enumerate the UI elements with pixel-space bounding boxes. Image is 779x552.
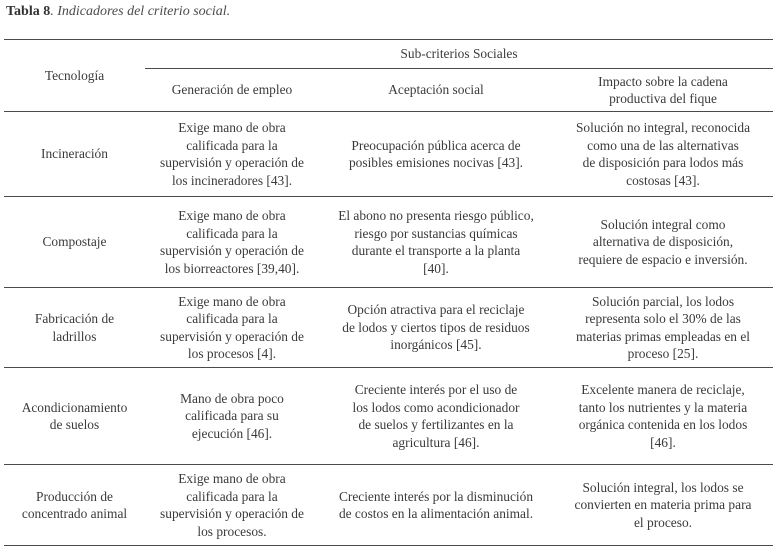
row-ladrillos-impacto: Solución parcial, los lodos representa solo el 30% de las materias primas empleadas en el proceso [25]. <box>575 293 750 361</box>
row-concentrado-tech: Producción de concentrado animal <box>21 488 128 521</box>
row-suelos-tech: Acondicionamiento de suelos <box>21 399 128 432</box>
row-compostaje-impacto: Solución integral como alternativa de disposición, requiere de espacio e inversión. <box>578 216 748 267</box>
row-concentrado-impacto: Solución integral, los lodos se convierten en materia prima para el proceso. <box>574 479 752 530</box>
table-title: Indicadores del criterio social. <box>57 4 231 19</box>
table-caption <box>6 2 776 22</box>
header-generacion-empleo: Generación de empleo <box>171 82 293 98</box>
row-ladrillos-empleo: Exige mano de obra calificada para la supervisión y operación de los procesos [4]. <box>160 293 304 361</box>
row-incineracion-aceptacion: Preocupación pública acerca de posibles emisiones nocivas [43]. <box>348 137 524 170</box>
header-subcriterios-group: Sub-criterios Sociales <box>400 46 518 62</box>
row-concentrado-empleo: Exige mano de obra calificada para la supervisión y operación de los procesos. <box>160 471 304 539</box>
table-separator: . <box>50 4 58 19</box>
row-incineracion-tech: Incineración <box>41 146 108 162</box>
rule-bottom <box>4 545 773 546</box>
header-impacto-cadena: Impacto sobre la cadena productiva del fique <box>598 73 728 106</box>
row-incineracion-empleo: Exige mano de obra calificada para la supervisión y operación de los incineradores [43]. <box>160 120 304 188</box>
row-ladrillos-aceptacion: Opción atractiva para el reciclaje de lodos y ciertos tipos de residuos inorgánicos [45]. <box>342 302 530 353</box>
row-incineracion-impacto: Solución no integral, reconocida como una de las alternativas de disposición para lodos más costosas [43]. <box>575 120 751 188</box>
row-suelos-aceptacion: Creciente interés por el uso de los lodos como acondicionador de suelos y fertilizantes en la agricultura [46]. <box>352 382 520 450</box>
header-tecnologia: Tecnología <box>44 67 105 83</box>
row-compostaje-aceptacion: El abono no presenta riesgo público, riesgo por sustancias químicas durante el transporte a la planta [40]. <box>338 208 534 276</box>
row-concentrado-aceptacion: Creciente interés por la disminución de costos en la alimentación animal. <box>338 488 534 521</box>
row-ladrillos-tech: Fabricación de ladrillos <box>34 311 115 344</box>
row-compostaje-tech: Compostaje <box>42 234 107 250</box>
row-suelos-empleo: Mano de obra poco calificada para su ejecución [46]. <box>180 390 284 441</box>
row-compostaje-empleo: Exige mano de obra calificada para la supervisión y operación de los biorreactores [39,40]. <box>160 208 304 276</box>
header-aceptacion-social: Aceptación social <box>388 82 484 98</box>
row-suelos-impacto: Excelente manera de reciclaje, tanto los nutrientes y la materia orgánica contenida en los lodos [46]. <box>578 382 748 450</box>
table-label: Tabla 8 <box>6 4 51 19</box>
